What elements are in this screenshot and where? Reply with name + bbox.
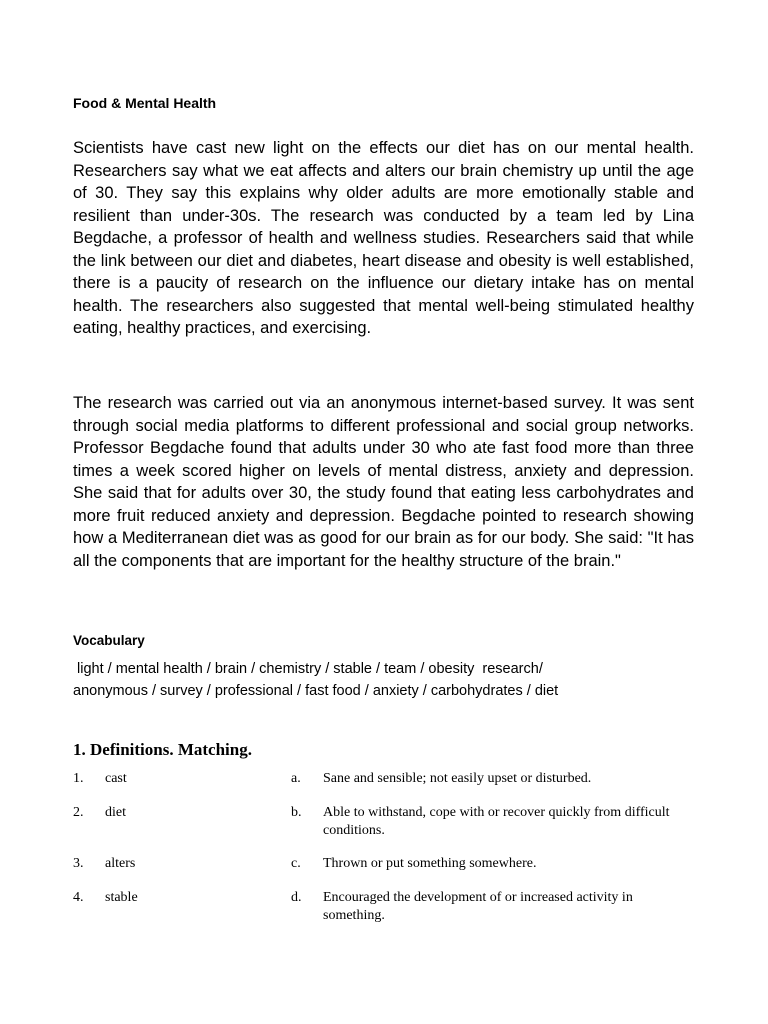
paragraph-2: The research was carried out via an anonymous internet-based survey. It was sent through social media platforms to different professional and social group networks. Professor Begdache found that adults under 30 who ate fast food more than three times a week scored higher on levels of mental distress, anxiety and depression. She said that for adults over 30, the study found that eating less carbohydrates and more fruit reduced anxiety and depression. Begdache pointed to research showing how a Mediterranean diet was as good for our brain as for our body. She said: "It has all the components that are important for the healthy structure of the brain." [73,394,694,570]
row-term: stable [105,890,138,905]
row-term: cast [105,771,127,786]
paragraph-1: Scientists have cast new light on the effects our diet has on our mental health. Researchers say what we eat affects and alters our brain chemistry up until the age of 30. They say this explains why older adults are more emotionally stable and resilient than under-30s. The research was conducted by a team led by Lina Begdache, a professor of health and wellness studies. Researchers said that while the link between our diet and diabetes, heart disease and obesity is well established, there is a paucity of research on the influence our dietary intake has on mental health. The researchers also suggested that mental well-being stimulated healthy eating, healthy practices, and exercising. [73,139,694,337]
row-number: 1. [73,771,84,786]
row-letter: a. [291,771,301,786]
row-letter: d. [291,890,302,905]
row-definition: Thrown or put something somewhere. [323,856,537,871]
row-term: alters [105,856,136,871]
page-title: Food & Mental Health [73,95,217,111]
vocabulary-line-2: anonymous / survey / professional / fast food / anxiety / carbohydrates / diet [73,683,559,699]
vocabulary-heading: Vocabulary [73,633,145,648]
row-definition: Able to withstand, cope with or recover quickly from difficult conditions. [323,805,670,838]
vocabulary-line-1: light / mental health / brain / chemistry / stable / team / obesity research/ [73,661,543,677]
row-definition: Sane and sensible; not easily upset or disturbed. [323,771,592,786]
row-number: 3. [73,856,84,871]
row-letter: b. [291,805,302,820]
exercise-heading: 1. Definitions. Matching. [73,740,252,759]
row-definition: Encouraged the development of or increased activity in something. [323,890,633,923]
row-letter: c. [291,856,301,871]
row-term: diet [105,805,126,820]
row-number: 2. [73,805,84,820]
row-number: 4. [73,890,84,905]
